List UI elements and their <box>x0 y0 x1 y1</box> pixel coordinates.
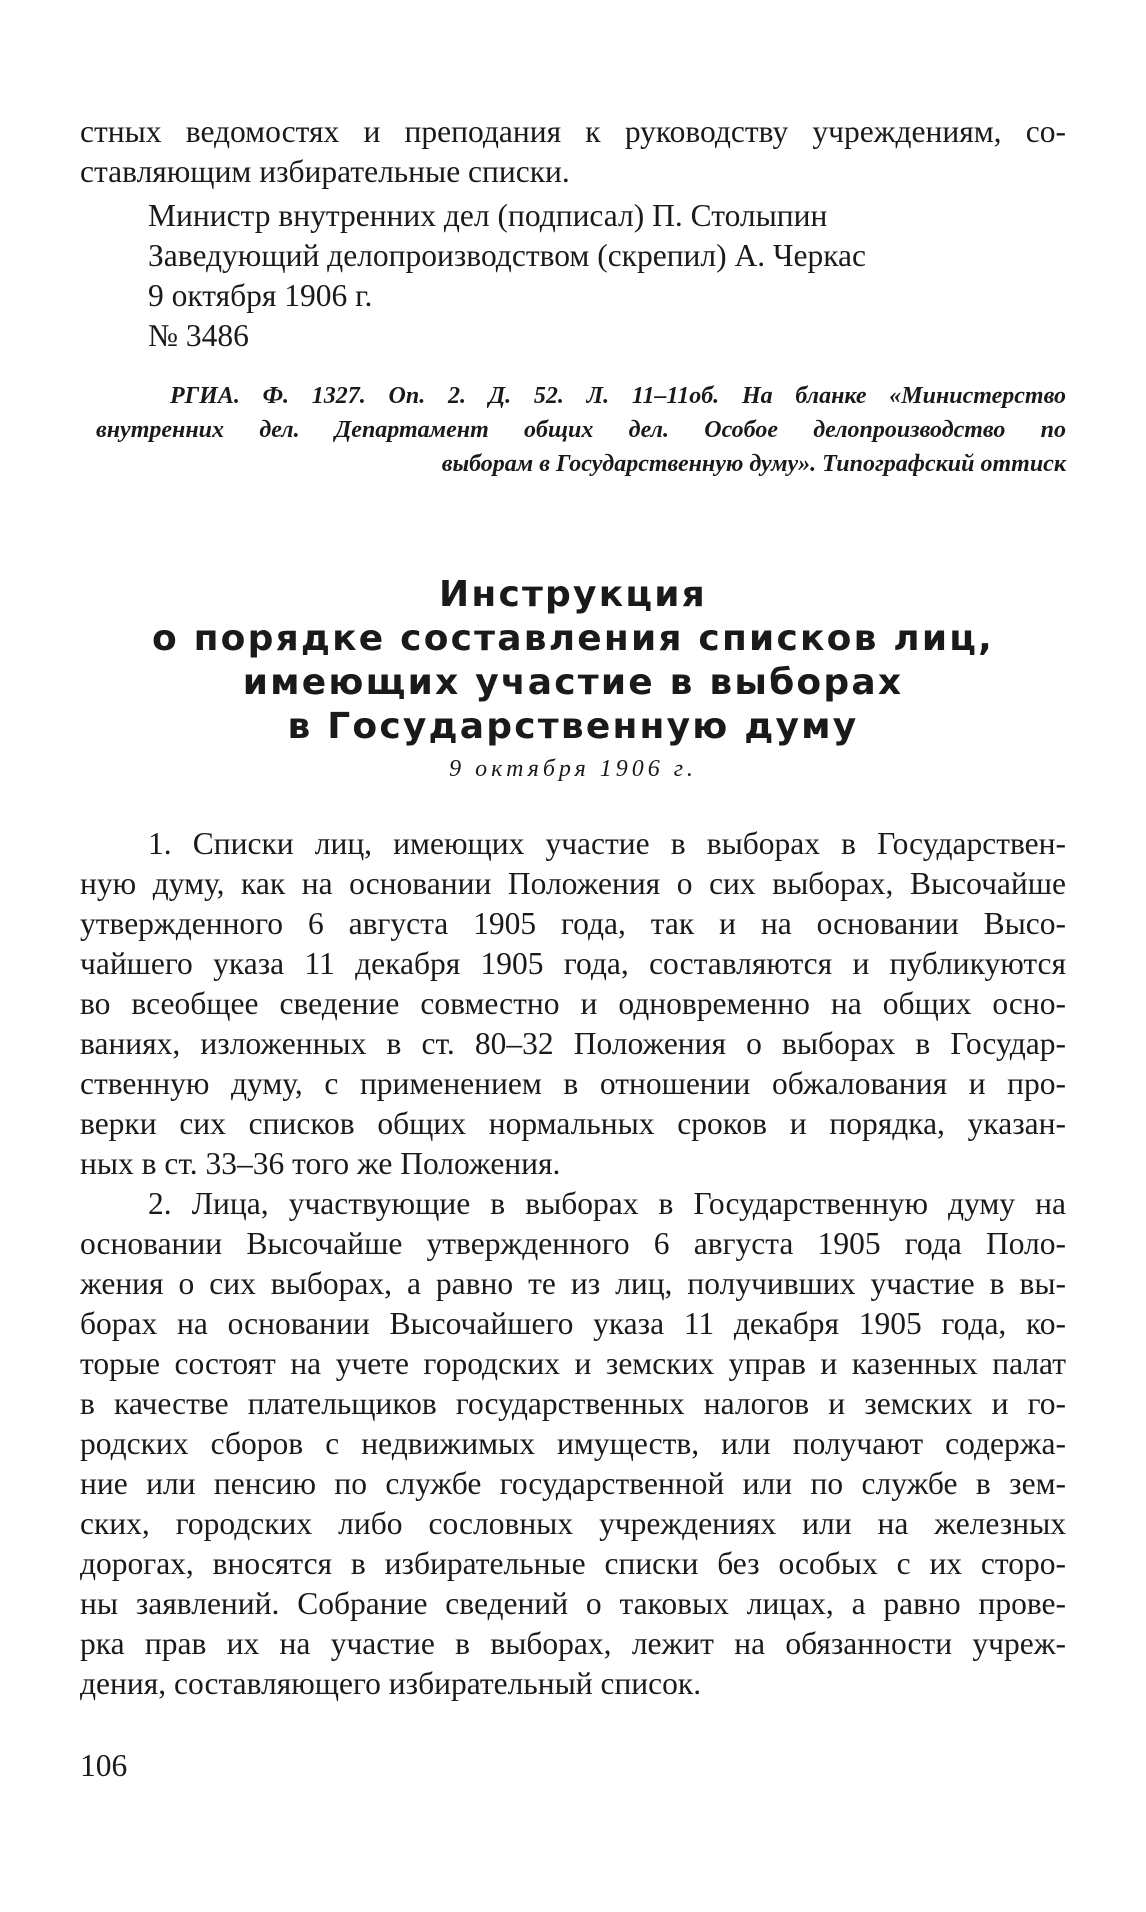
paragraph-1-line: 1. Списки лиц, имеющих участие в выборах в Государствен- <box>148 826 1066 861</box>
paragraph-2-line: ны заявлений. Собрание сведений о таковых лицах, а равно прове- <box>80 1586 1066 1621</box>
paragraph-1-line: утвержденного 6 августа 1905 года, так и на основании Высо- <box>80 906 1066 941</box>
signature-line: Заведующий делопроизводством (скрепил) А. Черкас <box>148 238 866 273</box>
paragraph-2-line: дорогах, вносятся в избирательные списки без особых с их сторо- <box>80 1546 1066 1581</box>
heading-line: имеющих участие в выборах <box>242 662 904 703</box>
paragraph-2-line: ние или пенсию по службе государственной или по службе в зем- <box>80 1466 1066 1501</box>
document-number: № 3486 <box>148 318 249 353</box>
paragraph-2-line: ских, городских либо сословных учреждениях или на железных <box>80 1506 1066 1541</box>
paragraph-2-line: торые состоят на учете городских и земских управ и казенных палат <box>80 1346 1066 1381</box>
paragraph-2-line: родских сборов с недвижимых имуществ, или получают содержа- <box>80 1426 1066 1461</box>
paragraph-1-line: ственную думу, с применением в отношении обжалования и про- <box>80 1066 1066 1101</box>
source-note-line: внутренних дел. Департамент общих дел. Особое делопроизводство по <box>96 417 1066 443</box>
paragraph-2-line: борах на основании Высочайшего указа 11 декабря 1905 года, ко- <box>80 1306 1066 1341</box>
paragraph-1-line: во всеобщее сведение совместно и одновременно на общих осно- <box>80 986 1066 1021</box>
signature-date: 9 октября 1906 г. <box>148 278 373 313</box>
heading-title: Инструкция <box>439 574 707 615</box>
paragraph-1-line: ную думу, как на основании Положения о сих выборах, Высочайше <box>80 866 1066 901</box>
paragraph-1-line: ных в ст. 33–36 того же Положения. <box>80 1146 561 1181</box>
page-number: 106 <box>80 1748 128 1783</box>
text-line: ставляющим избирательные списки. <box>80 154 570 189</box>
paragraph-1-line: чайшего указа 11 декабря 1905 года, составляются и публикуются <box>80 946 1066 981</box>
paragraph-1-line: верки сих списков общих нормальных сроков и порядка, указан- <box>80 1106 1066 1141</box>
paragraph-2-line: основании Высочайше утвержденного 6 августа 1905 года Поло- <box>80 1226 1066 1261</box>
heading-date: 9 октября 1906 г. <box>449 756 697 782</box>
source-note-line: РГИА. Ф. 1327. Оп. 2. Д. 52. Л. 11–11об. На бланке «Министерство <box>170 383 1066 409</box>
source-note-line: выборам в Государственную думу». Типографский оттиск <box>441 451 1066 477</box>
paragraph-2-line: рка прав их на участие в выборах, лежит на обязанности учреж- <box>80 1626 1066 1661</box>
text-line: стных ведомостях и преподания к руководству учреждениям, со- <box>80 114 1066 149</box>
paragraph-1-line: ваниях, изложенных в ст. 80–32 Положения о выборах в Государ- <box>80 1026 1066 1061</box>
paragraph-2-line: дения, составляющего избирательный список. <box>80 1666 702 1701</box>
paragraph-2-line: 2. Лица, участвующие в выборах в Государственную думу на <box>148 1186 1066 1221</box>
paragraph-2-line: жения о сих выборах, а равно те из лиц, получивших участие в вы- <box>80 1266 1066 1301</box>
heading-line: в Государственную думу <box>287 706 859 747</box>
signature-line: Министр внутренних дел (подписал) П. Столыпин <box>148 198 828 233</box>
heading-line: о порядке составления списков лиц, <box>151 618 995 659</box>
paragraph-2-line: в качестве плательщиков государственных налогов и земских и го- <box>80 1386 1066 1421</box>
